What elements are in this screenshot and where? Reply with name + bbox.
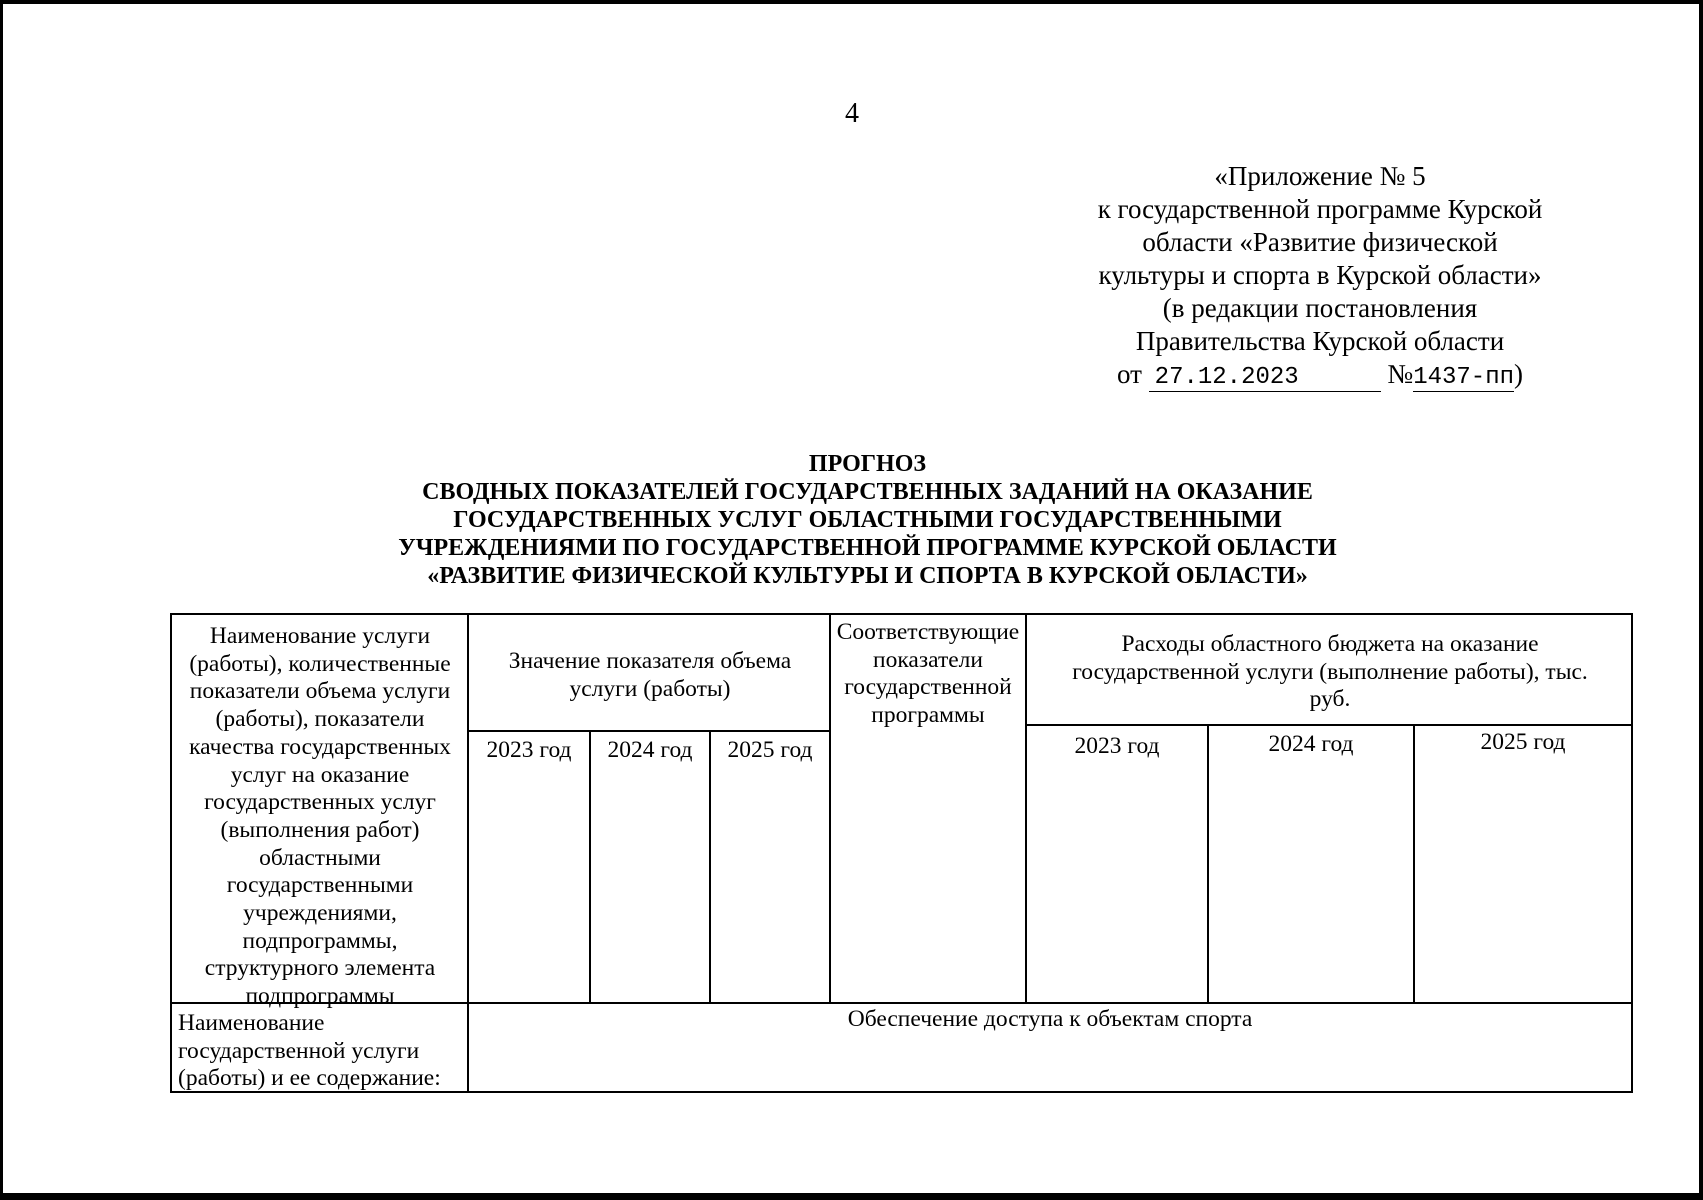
expense-year-2023: 2023 год: [1074, 733, 1160, 759]
appendix-line: культуры и спорта в Курской области»: [1098, 260, 1542, 290]
appendix-line: области «Развитие физической: [1142, 227, 1498, 257]
decree-line: [1060, 358, 1580, 392]
expenses-header: Расходы областного бюджета на оказание государственной услуги (выполнение работы), тыс. руб.: [1072, 631, 1588, 713]
appendix-block: [1060, 160, 1580, 392]
closing-paren: ): [1514, 359, 1524, 389]
column-divider: [1413, 726, 1415, 1003]
expense-year-2025: 2025 год: [1480, 729, 1566, 755]
document-title: [300, 450, 1435, 590]
column-divider: [1207, 726, 1209, 1003]
indicators-header: Соответствующие показатели государственной программы: [836, 619, 1020, 729]
title-line: СВОДНЫХ ПОКАЗАТЕЛЕЙ ГОСУДАРСТВЕННЫХ ЗАДАНИЙ НА ОКАЗАНИЕ: [422, 479, 1313, 505]
table-border-right: [1631, 613, 1633, 1093]
scan-border-bottom: [0, 1193, 1703, 1200]
column-divider: [589, 732, 591, 1003]
appendix-line: (в редакции постановления: [1162, 293, 1478, 323]
forecast-table: [170, 613, 1633, 1093]
title-line: ГОСУДАРСТВЕННЫХ УСЛУГ ОБЛАСТНЫМИ ГОСУДАРСТВЕННЫМИ: [453, 507, 1282, 533]
volume-year-2025: 2025 год: [727, 737, 813, 763]
expense-year-2024: 2024 год: [1268, 731, 1354, 757]
scan-border-right: [1699, 0, 1703, 1200]
service-name-header: Наименование услуги (работы), количественные показатели объема услуги (работы), показатели качества государственных услуг на оказание государственных услуг (выполнения работ) областными государственными учреждениями, подпрограммы, структурного элемента подпрограммы: [189, 623, 451, 1010]
table-border-top: [170, 613, 1633, 615]
table-border-left: [170, 613, 172, 1093]
header-divider: [1025, 724, 1633, 726]
volume-header: Значение показателя объема услуги (работы): [508, 648, 792, 702]
page-number: 4: [845, 98, 859, 129]
scan-border-left: [0, 0, 3, 1200]
number-label: №: [1387, 359, 1414, 389]
scan-border-top: [0, 0, 1703, 4]
service-label: Наименование государственной услуги (работы) и ее содержание:: [178, 1010, 441, 1092]
column-divider: [709, 732, 711, 1003]
title-line: УЧРЕЖДЕНИЯМИ ПО ГОСУДАРСТВЕННОЙ ПРОГРАММЕ КУРСКОЙ ОБЛАСТИ: [398, 535, 1337, 561]
title-line: «РАЗВИТИЕ ФИЗИЧЕСКОЙ КУЛЬТУРЫ И СПОРТА В КУРСКОЙ ОБЛАСТИ»: [427, 563, 1308, 589]
appendix-line: к государственной программе Курской: [1097, 194, 1543, 224]
title-line: ПРОГНОЗ: [808, 451, 927, 477]
header-divider: [467, 730, 831, 732]
from-label: от: [1116, 359, 1142, 389]
column-divider: [1025, 613, 1027, 1003]
volume-year-2023: 2023 год: [486, 737, 572, 763]
service-value: Обеспечение доступа к объектам спорта: [847, 1006, 1253, 1032]
appendix-line: «Приложение № 5: [1214, 161, 1426, 191]
decree-number: 1437-пп: [1413, 364, 1515, 391]
appendix-line: Правительства Курской области: [1135, 326, 1505, 356]
volume-year-2024: 2024 год: [607, 737, 693, 763]
decree-date: 27.12.2023: [1149, 365, 1381, 392]
